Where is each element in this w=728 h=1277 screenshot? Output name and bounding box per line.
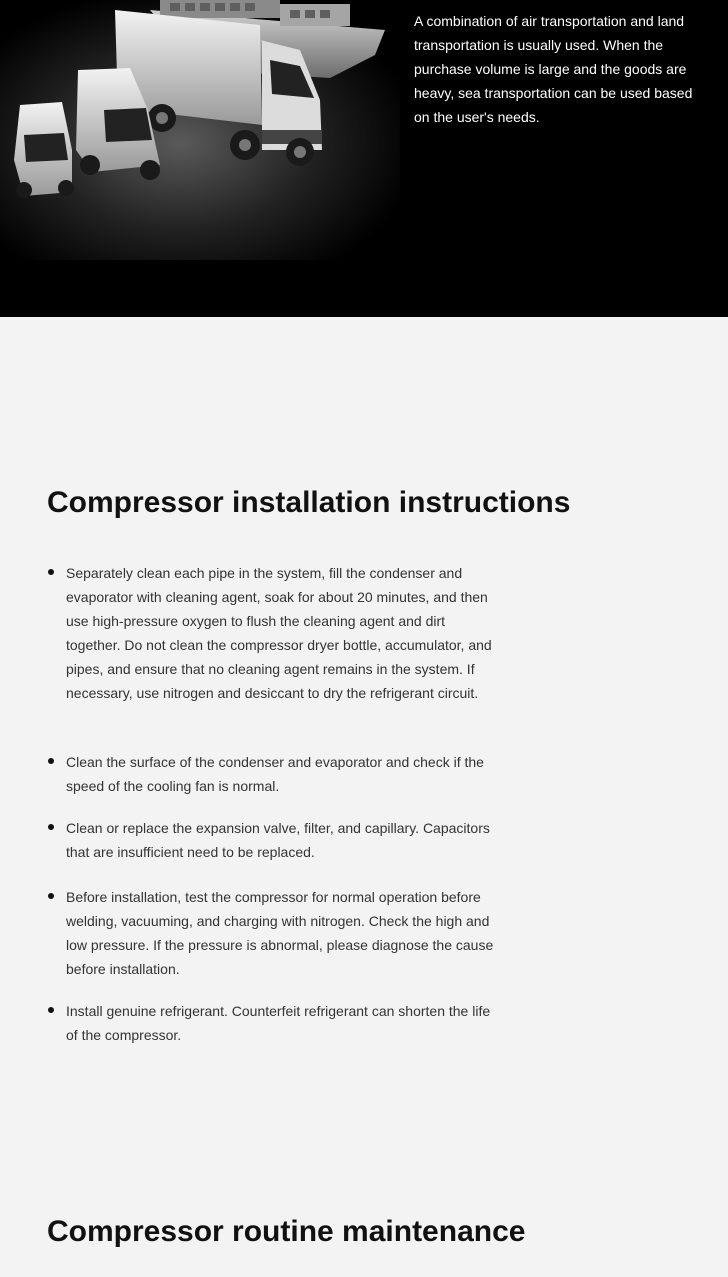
list-item-text: Clean or replace the expansion valve, filter, and capillary. Capacitors that are insufficient need to be replaced. [66, 820, 490, 860]
list-item-text: Install genuine refrigerant. Counterfeit refrigerant can shorten the life of the compressor. [66, 1003, 491, 1043]
list-item-text: Before installation, test the compressor for normal operation before welding, vacuuming, and charging with nitrogen. Check the high and low pressure. If the pressure is abnormal, please diagnose the cause before installation. [66, 889, 494, 977]
list-item-text: Clean the surface of the condenser and evaporator and check if the speed of the cooling fan is normal. [66, 754, 484, 794]
list-item [47, 885, 497, 981]
list-item [47, 750, 497, 798]
maintenance-section-title: Compressor routine maintenance [47, 1215, 526, 1248]
bullet-icon [48, 824, 54, 830]
car-icon [14, 102, 74, 198]
installation-section-title: Compressor installation instructions [47, 486, 571, 519]
bullet-icon [48, 569, 54, 575]
vehicles-illustration [0, 0, 400, 260]
list-item-text: Separately clean each pipe in the system, fill the condenser and evaporator with cleaning agent, soak for about 20 minutes, and then use high-pressure oxygen to flush the cleaning agent and dirt together. Do not clean the compressor dryer bottle, accumulator, and pipes, and ensure that no cleaning agent remains in the system. If necessary, use nitrogen and desiccant to dry the refrigerant circuit. [66, 565, 492, 701]
list-item [47, 561, 497, 705]
bullet-icon [48, 893, 54, 899]
list-item [47, 816, 497, 864]
transport-description: A combination of air transportation and land transportation is usually used. When the purchase volume is large and the goods are heavy, sea transportation can be used based on the user's needs. [414, 13, 693, 125]
transport-hero [0, 0, 728, 317]
bullet-icon [48, 758, 54, 764]
list-item [47, 999, 497, 1047]
bullet-icon [48, 1007, 54, 1013]
